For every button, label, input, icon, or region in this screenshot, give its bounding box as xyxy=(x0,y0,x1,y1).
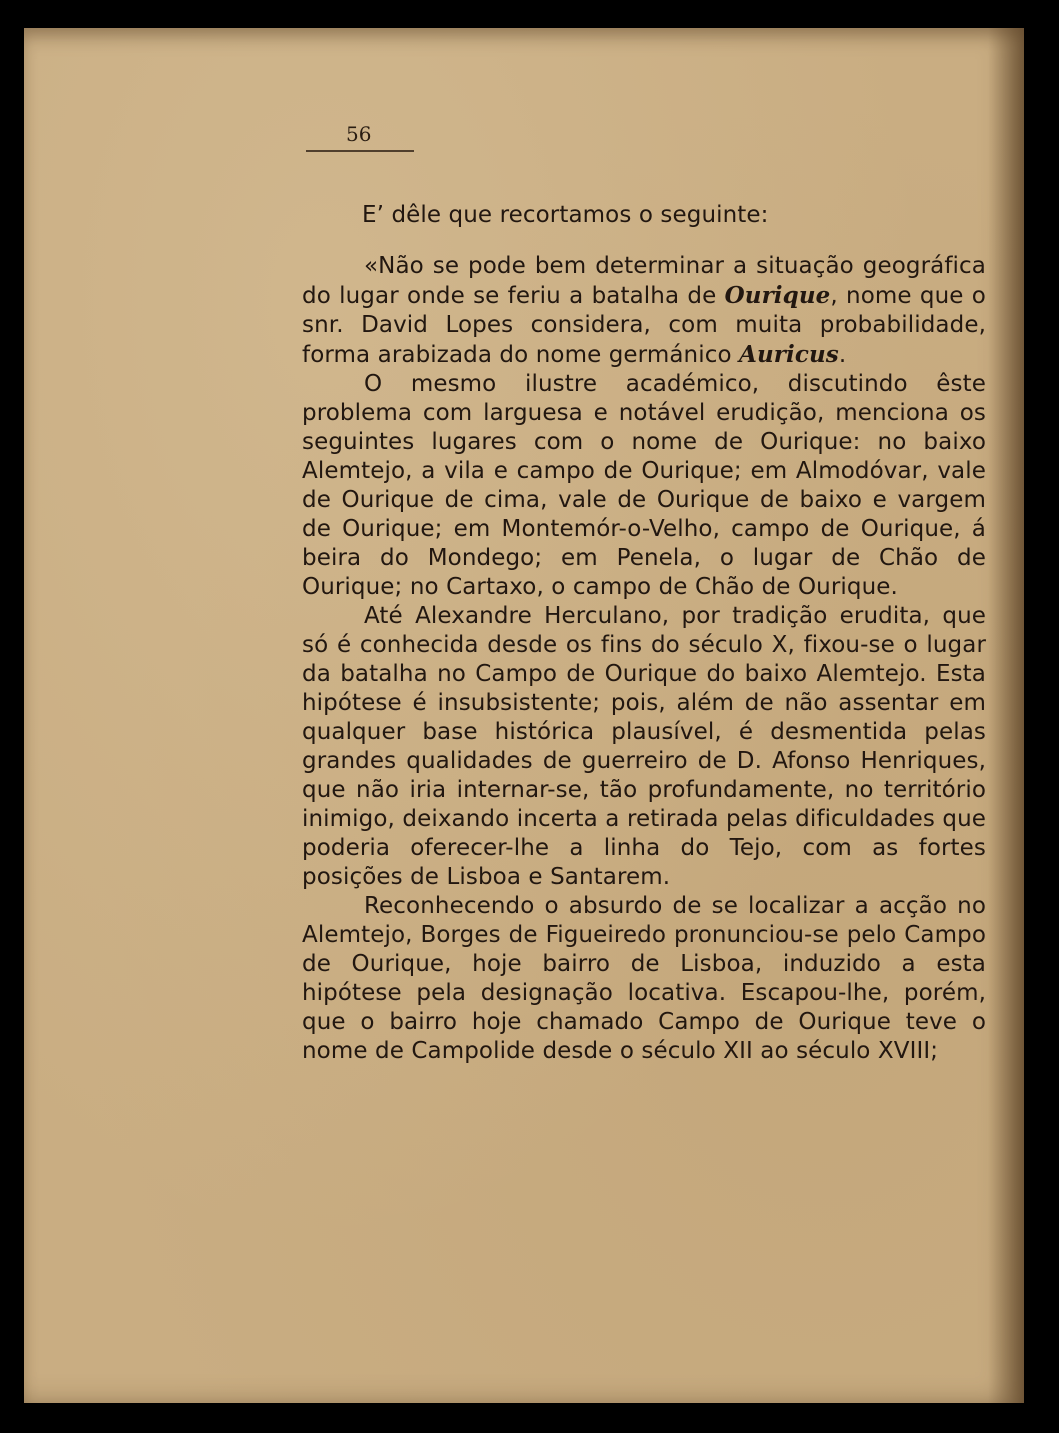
page-number: 56 xyxy=(346,122,372,146)
body-text xyxy=(302,183,986,1066)
lead-sentence: E’ dêle que recortamos o seguinte: xyxy=(362,202,769,228)
page-edge-shadow xyxy=(988,28,1024,1403)
book-page xyxy=(24,28,1024,1403)
paragraph-1-text-middle: , nome que o snr. David Lopes considera, com muita probabilidade, forma arabizada do nome germánico xyxy=(302,283,986,368)
paragraph-2: O mesmo ilustre académico, discutindo êste problema com larguesa e notável erudição, menciona os seguintes lugares com o nome de Ourique: no baixo Alemtejo, a vila e campo de Ourique; em Almodóvar, vale de Ourique de cima, vale de Ourique de baixo e vargem de Ourique; em Montemór-o-Velho, campo de Ourique, á beira do Mondego; em Penela, o lugar de Chão de Ourique; no Cartaxo, o campo de Chão de Ourique. xyxy=(302,371,986,600)
italic-ourique: Ourique xyxy=(724,282,831,309)
paragraph-1 xyxy=(302,252,986,370)
paragraph-1-text-after: . xyxy=(838,342,847,368)
italic-auricus: Auricus xyxy=(739,341,839,368)
paragraph-4: Reconhecendo o absurdo de se localizar a acção no Alemtejo, Borges de Figueiredo pronunciou-se pelo Campo de Ourique, hoje bairro de Lisboa, induzido a esta hipótese pela designação locativa. Escapou-lhe, porém, que o bairro hoje chamado Campo de Ourique teve o nome de Campolide desde o século XII ao século XVIII; xyxy=(302,893,986,1064)
page-number-rule xyxy=(306,150,414,152)
paragraph-1-text-before: «Não se pode bem determinar a situação geográfica do lugar onde se feriu a batalha de xyxy=(302,253,986,309)
paragraph-3: Até Alexandre Herculano, por tradição erudita, que só é conhecida desde os fins do século X, fixou-se o lugar da batalha no Campo de Ourique do baixo Alemtejo. Esta hipótese é insubsistente; pois, além de não assentar em qualquer base histórica plausível, é desmentida pelas grandes qualidades de guerreiro de D. Afonso Henriques, que não iria internar-se, tão profundamente, no território inimigo, deixando incerta a retirada pelas dificuldades que poderia oferecer-lhe a linha do Tejo, com as fortes posições de Lisboa e Santarem. xyxy=(302,603,986,890)
